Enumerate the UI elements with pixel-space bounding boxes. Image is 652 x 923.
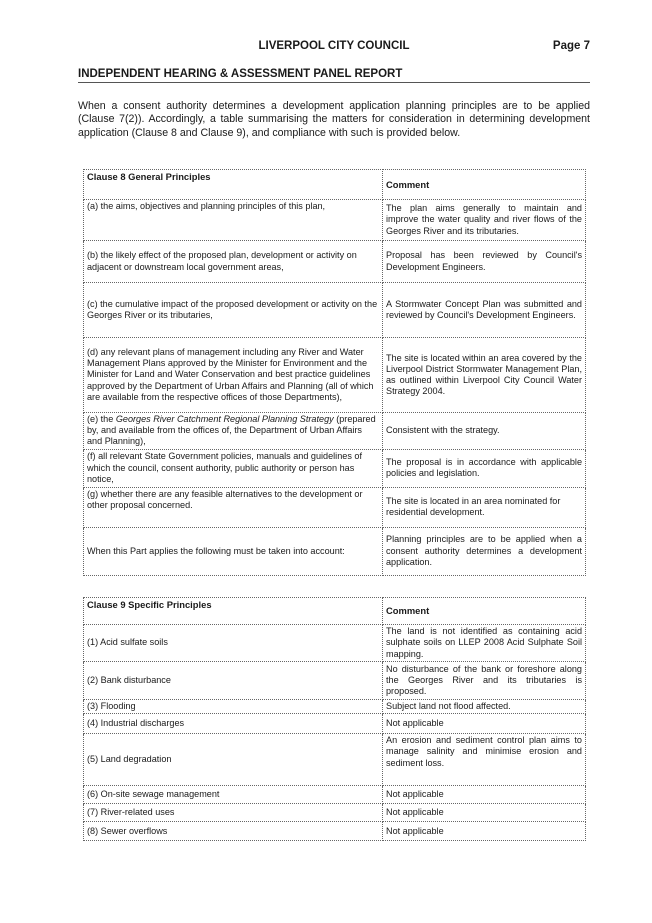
principle-cell: (8) Sewer overflows: [84, 822, 383, 841]
comment-cell: Consistent with the strategy.: [383, 413, 586, 450]
principle-cell: (b) the likely effect of the proposed plan, development or activity on adjacent or downstream local government areas,: [84, 241, 383, 283]
comment-cell: A Stormwater Concept Plan was submitted and reviewed by Council's Development Engineers.: [383, 283, 586, 338]
principle-cell: When this Part applies the following must be taken into account:: [84, 527, 383, 575]
comment-cell: Not applicable: [383, 786, 586, 804]
comment-cell: Proposal has been reviewed by Council's Development Engineers.: [383, 241, 586, 283]
principle-cell: (3) Flooding: [84, 700, 383, 714]
table-row: [84, 734, 586, 786]
comment-cell: The site is located within an area covered by the Liverpool District Stormwater Management Plan, as outlined within Liverpool City Council Water Strategy 2004.: [383, 338, 586, 413]
table-row: [84, 241, 586, 283]
strategy-title: Georges River Catchment Regional Planning Strategy: [115, 414, 334, 424]
page-number: Page 7: [552, 40, 590, 52]
comment-cell: Subject land not flood affected.: [383, 700, 586, 714]
comment-cell: The proposal is in accordance with applicable policies and legislation.: [383, 449, 586, 487]
clause9-principle-header: Clause 9 Specific Principles: [84, 598, 383, 625]
comment-cell: Not applicable: [383, 804, 586, 822]
table-row: [84, 413, 586, 450]
principle-cell: (5) Land degradation: [84, 734, 383, 786]
principle-cell: (a) the aims, objectives and planning principles of this plan,: [84, 200, 383, 241]
principle-cell: (2) Bank disturbance: [84, 662, 383, 700]
principle-cell: (c) the cumulative impact of the proposed development or activity on the Georges River or its tributaries,: [84, 283, 383, 338]
comment-cell: No disturbance of the bank or foreshore along the Georges River and its tributaries is proposed.: [383, 662, 586, 700]
table-row: [84, 804, 586, 822]
comment-cell: An erosion and sediment control plan aims to manage salinity and minimise erosion and sediment loss.: [383, 734, 586, 786]
comment-cell: Planning principles are to be applied when a consent authority determines a development application.: [383, 527, 586, 575]
principle-cell: (d) any relevant plans of management including any River and Water Management Plans approved by the Minister for Environment and the Minister for Land and Water Conservation and best practice guidelines approved by the Department of Urban Affairs and Planning (all of which are available from the respective offices of those Departments),: [84, 338, 383, 413]
table-header-row: [84, 170, 586, 200]
council-name: LIVERPOOL CITY COUNCIL: [258, 40, 410, 52]
clause8-comment-header: Comment: [383, 170, 586, 200]
comment-cell: Not applicable: [383, 822, 586, 841]
clause9-comment-header: Comment: [383, 598, 586, 625]
table-row: [84, 527, 586, 575]
table-row: [84, 449, 586, 487]
principle-cell: (4) Industrial discharges: [84, 714, 383, 734]
page-header: [78, 40, 590, 56]
principle-cell: [84, 413, 383, 450]
table-row: [84, 786, 586, 804]
table-row: [84, 338, 586, 413]
principle-cell: (7) River-related uses: [84, 804, 383, 822]
report-title: INDEPENDENT HEARING & ASSESSMENT PANEL REPORT: [78, 68, 590, 83]
table-row: [84, 822, 586, 841]
principle-cell: (1) Acid sulfate soils: [84, 625, 383, 662]
table-row: [84, 487, 586, 527]
intro-paragraph: When a consent authority determines a development application planning principles are to be applied (Clause 7(2)). Accordingly, a table summarising the matters for consideration in determining development application (Clause 8 and Clause 9), and compliance with such is provided below.: [78, 100, 590, 139]
principle-cell: (6) On-site sewage management: [84, 786, 383, 804]
comment-cell: Not applicable: [383, 714, 586, 734]
principle-prefix: (e) the: [87, 414, 116, 424]
table-row: [84, 283, 586, 338]
clause9-table: [83, 597, 586, 841]
table-row: [84, 714, 586, 734]
principle-cell: (g) whether there are any feasible alternatives to the development or other proposal concerned.: [84, 487, 383, 527]
table-header-row: [84, 598, 586, 625]
clause8-principle-header: Clause 8 General Principles: [84, 170, 383, 200]
comment-cell: The site is located in an area nominated for residential development.: [383, 487, 586, 527]
table-row: [84, 700, 586, 714]
table-row: [84, 625, 586, 662]
principle-suffix: (prepared by, and available from the offices of, the Department of Urban Affairs and Planning),: [87, 414, 376, 447]
principle-cell: (f) all relevant State Government policies, manuals and guidelines of which the council, consent authority, public authority or person has notice,: [84, 449, 383, 487]
clause8-table: [83, 169, 586, 576]
comment-cell: The plan aims generally to maintain and improve the water quality and river flows of the Georges River and its tributaries.: [383, 200, 586, 241]
table-row: [84, 200, 586, 241]
table-row: [84, 662, 586, 700]
comment-cell: The land is not identified as containing acid sulphate soils on LLEP 2008 Acid Sulphate Soil mapping.: [383, 625, 586, 662]
